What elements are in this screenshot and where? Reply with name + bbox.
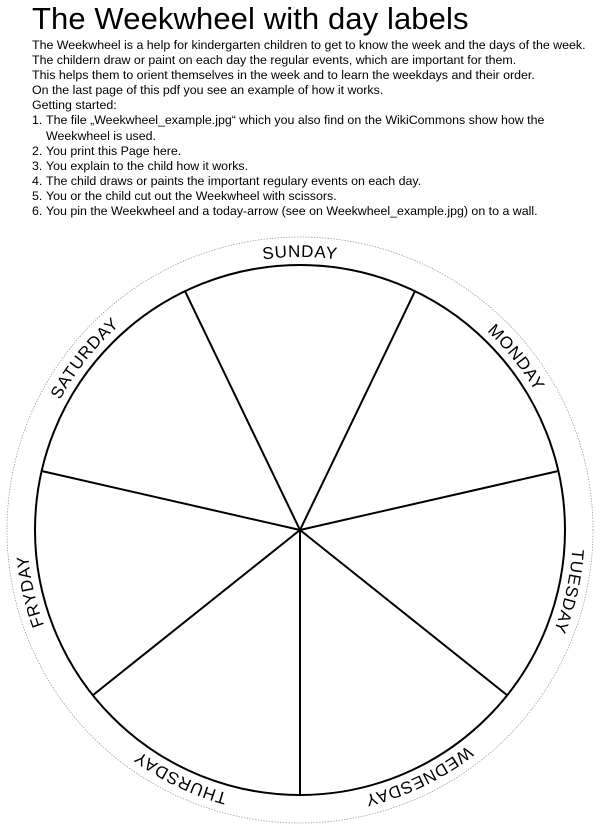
step-text: You explain to the child how it works. — [46, 158, 249, 173]
day-dividers — [42, 291, 559, 795]
getting-started-heading: Getting started: — [32, 98, 117, 113]
day-label-thursday — [131, 747, 229, 807]
step-text: You print this Page here. — [46, 143, 182, 158]
day-label-sunday — [261, 242, 338, 264]
step-number: 2. — [32, 143, 43, 158]
day-label-text: WEDNESDAY — [363, 742, 477, 810]
day-label-text: TUESDAY — [549, 548, 588, 637]
intro-line: This helps them to orient themselves in the week and to learn the weekdays and their order. — [32, 68, 535, 83]
day-label-tuesday — [550, 549, 587, 637]
intro-line: On the last page of this pdf you see an example of how it works. — [32, 83, 384, 98]
intro-line: The childern draw or paint on each day the regular events, which are important for them. — [32, 53, 517, 68]
step-number: 4. — [32, 173, 43, 188]
day-divider-line — [93, 530, 300, 695]
step-number: 1. — [32, 113, 43, 128]
day-label-monday — [484, 320, 548, 394]
day-divider-line — [185, 291, 300, 530]
step-text: The child draws or paints the important regulary events on each day. — [46, 173, 422, 188]
step-number: 3. — [32, 158, 43, 173]
day-label-text: THURSDAY — [130, 747, 229, 808]
intro-line: The Weekwheel is a help for kindergarten children to get to know the week and the days of the week. — [32, 38, 586, 52]
step-number: 5. — [32, 188, 43, 203]
day-divider-line — [42, 471, 300, 530]
page-title: The Weekwheel with day labels — [32, 1, 469, 36]
day-label-text: MONDAY — [484, 320, 549, 395]
day-label-text: FRYDAY — [13, 554, 48, 631]
day-label-saturday — [47, 314, 123, 402]
day-label-text: SATURDAY — [46, 313, 123, 402]
step-text: You pin the Weekwheel and a today-arrow (see on Weekwheel_example.jpg) on to a wall. — [46, 204, 538, 219]
step-text: You or the child cut out the Weekwheel with scissors. — [46, 188, 337, 203]
day-divider-line — [300, 471, 558, 530]
day-divider-line — [300, 291, 415, 530]
step-number: 6. — [32, 204, 43, 219]
day-label-text: SUNDAY — [261, 241, 339, 264]
step-text: The file „Weekwheel_example.jpg“ which you also find on the WikiCommons show how the Weekwheel is used. — [46, 113, 545, 143]
day-divider-line — [300, 530, 507, 695]
